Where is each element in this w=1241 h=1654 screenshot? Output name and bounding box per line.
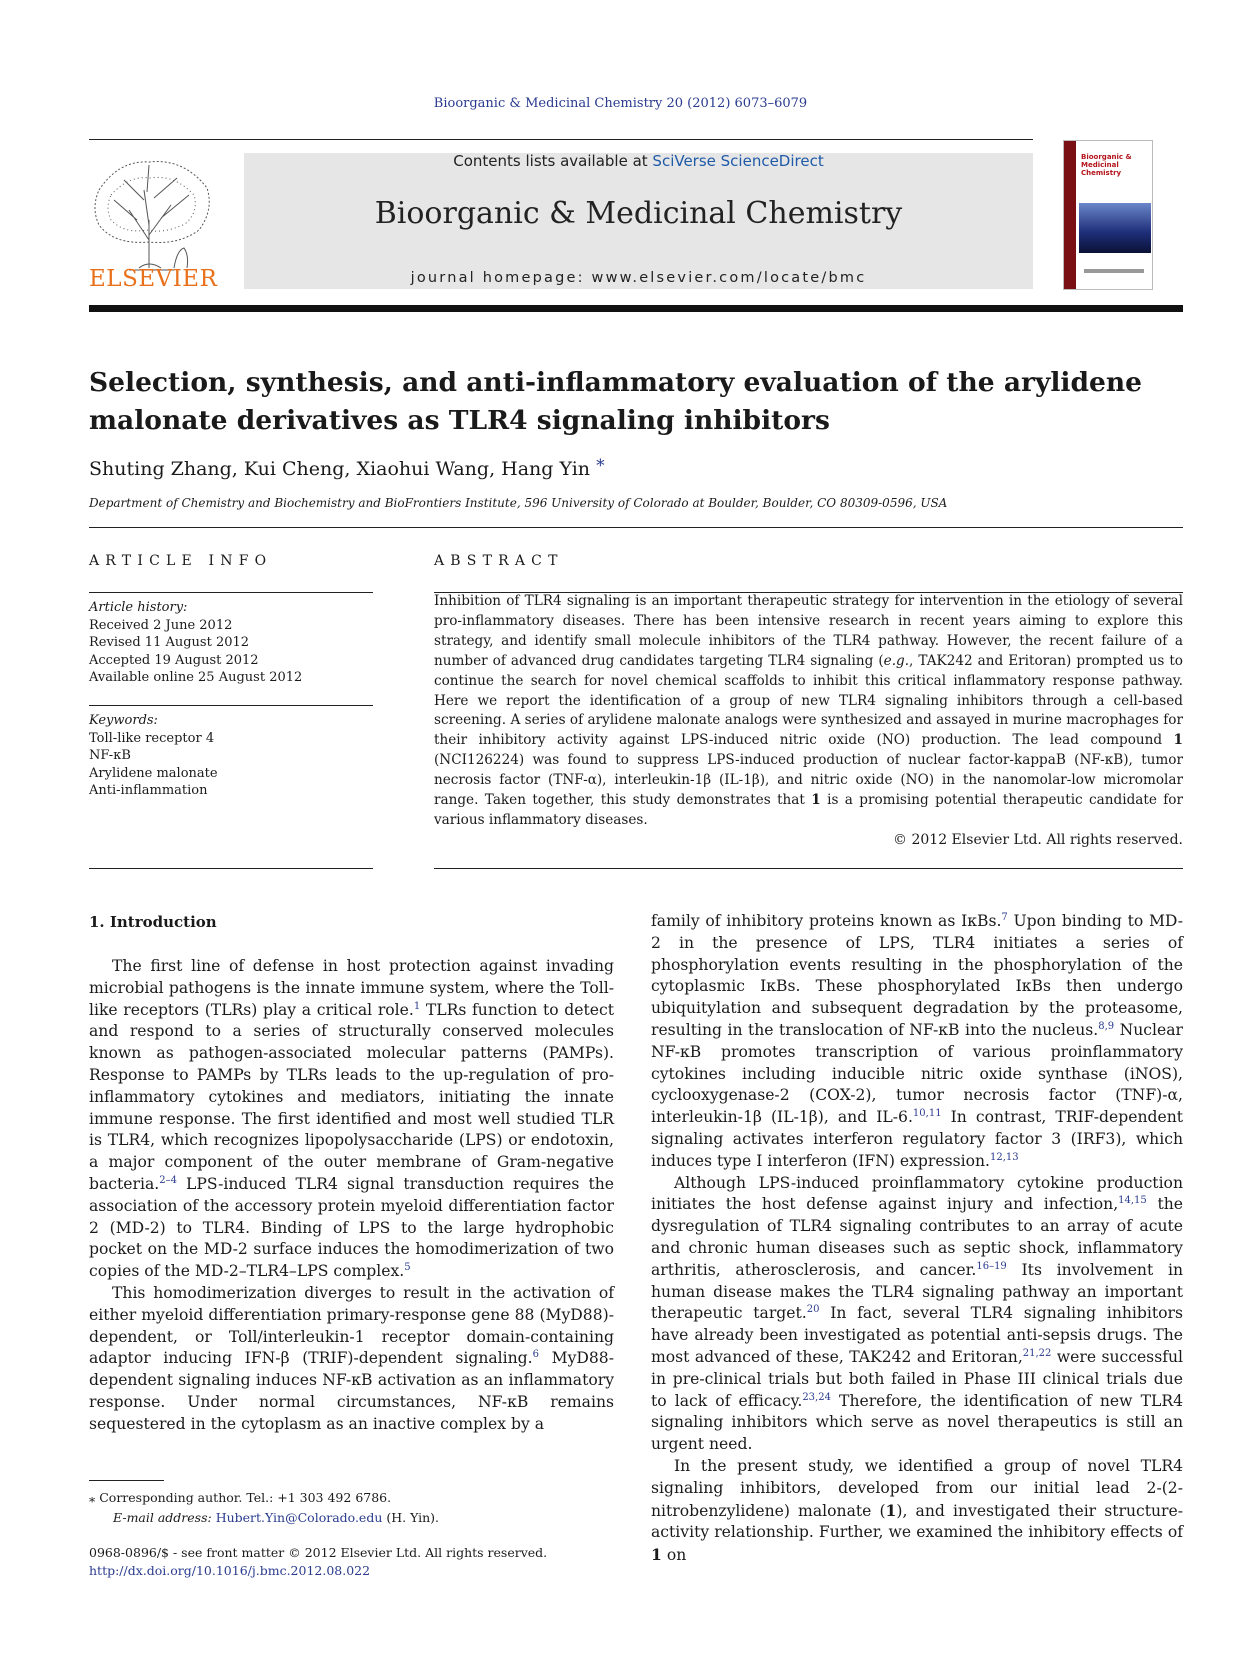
contents-line xyxy=(244,152,1033,170)
doi-link[interactable]: http://dx.doi.org/10.1016/j.bmc.2012.08.022 xyxy=(89,1563,371,1578)
keywords-label: Keywords: xyxy=(89,713,158,728)
keyword-item: NF-κB xyxy=(89,748,131,763)
author-list xyxy=(89,456,605,480)
article-history xyxy=(89,599,302,687)
email-line xyxy=(89,1508,439,1528)
paragraph xyxy=(651,1173,1183,1456)
abstract-heading: ABSTRACT xyxy=(434,553,564,569)
text-run: In the present study, we identified a group of novel TLR4 signaling inhibitors, developed from our initial lead 2-(2-nitrobenzylidene) malonate ( xyxy=(651,1456,1183,1520)
text-run: Upon binding to MD-2 in the presence of LPS, TLR4 initiates a series of phosphorylation events resulting in the phosphorylation of the cytoplasmic IκBs. These phosphorylated IκBs then undergo ubiquitylation and subsequent degradation by the proteasome, resulting in the translocation of NF-κB into the nucleus. xyxy=(651,912,1183,1039)
cover-image xyxy=(1079,203,1151,253)
text-run: The first line of defense in host protection against invading microbial pathogens is the innate immune system, where the Toll-like receptors (TLRs) play a critical role. xyxy=(89,957,614,1019)
abstract-part: (NCI126224) was found to suppress LPS-induced production of nuclear factor-kappaB (NF-κB), tumor necrosis factor (TNF-α), interleukin-1β (IL-1β), and nitric oxide (NO) in the nanomolar-low micromolar range. Taken together, this study demonstrates that xyxy=(434,752,1183,809)
text-run: In contrast, TRIF-dependent signaling activates interferon regulatory factor 3 (IRF3), which induces type I interferon (IFN) expression. xyxy=(651,1108,1184,1170)
email-label: E-mail address: xyxy=(113,1509,216,1525)
citation-link[interactable]: 23,24 xyxy=(802,1391,831,1403)
citation-link[interactable]: 10,11 xyxy=(912,1108,942,1120)
text-run: Although LPS-induced proinflammatory cytokine production initiates the host defense against injury and infection, xyxy=(651,1173,1183,1214)
body-column-right xyxy=(651,911,1183,1567)
cover-title: Bioorganic & Medicinal Chemistry xyxy=(1081,153,1132,177)
citation-link[interactable]: 8,9 xyxy=(1098,1020,1115,1032)
citation-link[interactable]: 14,15 xyxy=(1118,1195,1147,1207)
front-matter-footer xyxy=(89,1544,547,1580)
cover-footer xyxy=(1084,269,1144,273)
affiliation: Department of Chemistry and Biochemistry and BioFrontiers Institute, 596 University of Colorado at Boulder, Boulder, CO 80309-0596, USA xyxy=(89,496,948,510)
compound-label: 1 xyxy=(651,1545,662,1565)
citation-link[interactable]: 20 xyxy=(806,1304,820,1316)
issn-text: 0968-0896/$ - see front matter © 2012 Elsevier Ltd. All rights reserved. xyxy=(89,1545,548,1560)
citation-link[interactable]: 2–4 xyxy=(159,1174,177,1186)
abstract-text xyxy=(434,592,1183,831)
history-accepted: Accepted 19 August 2012 xyxy=(89,652,259,668)
citation-link[interactable]: 6 xyxy=(532,1349,539,1361)
text-run: MyD88-dependent signaling induces NF-κB activation as an inflammatory response. Under normal circumstances, NF-κB remains sequestered in the cytoplasm as an inactive complex by a xyxy=(89,1349,614,1433)
title-line-2: malonate derivatives as TLR4 signaling inhibitors xyxy=(89,405,830,436)
text-run: Nuclear NF-κB promotes transcription of various proinflammatory cytokines including inducible nitric oxide synthase (iNOS), cyclooxygenase-2 (COX-2), tumor necrosis factor (TNF)-α, interleukin-1β (IL-1β), and IL-6. xyxy=(651,1020,1183,1127)
paragraph xyxy=(89,956,614,1283)
keyword-item: Anti-inflammation xyxy=(89,783,208,798)
citation-link[interactable]: 1 xyxy=(413,1000,421,1012)
email-suffix: (H. Yin). xyxy=(382,1509,440,1525)
keywords-block xyxy=(89,712,218,800)
article-info-rule xyxy=(89,592,373,593)
article-info-bottom-rule xyxy=(89,868,373,869)
text-run: were successful in pre-clinical trials but both failed in Phase III clinical trials due to lack of efficacy. xyxy=(651,1347,1183,1410)
compound-label: 1 xyxy=(1173,732,1183,749)
title-line-1: Selection, synthesis, and anti-inflammatory evaluation of the arylidene xyxy=(89,367,1143,398)
header-rule xyxy=(89,139,1033,140)
text-run: LPS-induced TLR4 signal transduction requires the association of the accessory protein myeloid differentiation factor 2 (MD-2) to TLR4. Binding of LPS to the large hydrophobic pocket on the MD-2 surface induces the homodimerization of two copies of the MD-2–TLR4–LPS complex. xyxy=(89,1174,614,1281)
keywords-rule xyxy=(89,705,373,706)
keyword-item: Arylidene malonate xyxy=(89,765,218,781)
cover-spine xyxy=(1064,141,1076,289)
compound-label: 1 xyxy=(811,792,821,809)
text-run: This homodimerization diverges to result in the activation of either myeloid differentiation primary-response gene 88 (MyD88)-dependent, or Toll/interleukin-1 receptor domain-containing adaptor inducing IFN-β (TRIF)-dependent signaling. xyxy=(89,1283,614,1368)
text-run: ), and investigated their structure-activity relationship. Further, we examined the inhibitory effects of xyxy=(651,1501,1183,1542)
email-link[interactable]: Hubert.Yin@Colorado.edu xyxy=(215,1509,383,1525)
affiliation-rule xyxy=(89,527,1183,528)
journal-citation[interactable]: Bioorganic & Medicinal Chemistry 20 (2012) 6073–6079 xyxy=(433,96,808,111)
header-thick-rule xyxy=(89,305,1183,312)
abstract-eg: e.g. xyxy=(883,652,910,669)
text-run: the dysregulation of TLR4 signaling contributes to an array of acute and chronic human diseases such as septic shock, inflammatory arthritis, atherosclerosis, and cancer. xyxy=(651,1195,1183,1279)
journal-cover-thumbnail xyxy=(1063,140,1153,290)
abstract-part: is a promising potential therapeutic candidate for various inflammatory diseases. xyxy=(434,792,1183,828)
text-run: on xyxy=(661,1546,687,1565)
citation-link[interactable]: 5 xyxy=(404,1262,411,1274)
footnote-text: Corresponding author. Tel.: +1 303 492 6786. xyxy=(95,1490,392,1505)
abstract-part: , TAK242 and Eritoran) prompted us to continue the search for novel chemical scaffolds to inhibit this critical inflammatory response pathway. Here we report the identification of a group of new TLR4 signaling inhibitors through a cell-based screening. A series of arylidene malonate analogs were synthesized and assayed in murine macrophages for their inhibitory activity against LPS-induced nitric oxide (NO) production. The lead compound xyxy=(434,652,1183,749)
history-label: Article history: xyxy=(89,600,188,615)
corresponding-author-marker[interactable]: * xyxy=(596,456,605,476)
paragraph xyxy=(651,911,1183,1173)
paragraph xyxy=(651,1456,1183,1567)
sciencedirect-link[interactable]: SciVerse ScienceDirect xyxy=(652,152,824,170)
history-online: Available online 25 August 2012 xyxy=(89,670,303,685)
text-run: Its involvement in human disease makes the TLR4 signaling pathway an important therapeutic target. xyxy=(651,1260,1183,1323)
footnote-rule xyxy=(89,1480,164,1481)
abstract-bottom-rule xyxy=(434,868,1183,869)
text-run: In fact, several TLR4 signaling inhibitors have already been investigated as potential anti-sepsis drugs. The most advanced of these, TAK242 and Eritoran, xyxy=(651,1304,1183,1366)
paragraph xyxy=(89,1283,614,1436)
citation-link[interactable]: 16–19 xyxy=(976,1260,1007,1272)
article-title xyxy=(89,364,1183,440)
article-info-heading: ARTICLE INFO xyxy=(89,553,273,569)
keyword-item: Toll-like receptor 4 xyxy=(89,730,215,746)
text-run: Therefore, the identification of new TLR4 signaling inhibitors which serve as novel therapeutics is still an urgent need. xyxy=(651,1391,1183,1454)
copyright-notice: © 2012 Elsevier Ltd. All rights reserved. xyxy=(893,832,1183,848)
corresponding-author-note xyxy=(89,1488,439,1508)
citation-link[interactable]: 12,13 xyxy=(989,1151,1019,1163)
contents-prefix: Contents lists available at xyxy=(453,152,653,170)
footnote xyxy=(89,1488,439,1527)
footnote-marker: ⁎ xyxy=(89,1490,96,1505)
journal-homepage[interactable]: journal homepage: www.elsevier.com/locate/bmc xyxy=(410,270,867,286)
authors-text: Shuting Zhang, Kui Cheng, Xiaohui Wang, Hang Yin xyxy=(89,458,591,480)
text-run: family of inhibitory proteins known as IκBs. xyxy=(651,912,1002,930)
journal-title: Bioorganic & Medicinal Chemistry xyxy=(374,196,903,231)
history-revised: Revised 11 August 2012 xyxy=(89,635,250,650)
citation-link[interactable]: 21,22 xyxy=(1022,1347,1052,1359)
text-run: TLRs function to detect and respond to a series of structurally conserved molecules known as pathogen-associated molecular patterns (PAMPs). Response to PAMPs by TLRs leads to the up-regulation of pro-inflammatory cytokines and mediators, initiating the innate immune response. The first identified and most well studied TLR is TLR4, which recognizes lipopolysaccharide (LPS) or endotoxin, a major component of the outer membrane of Gram-negative bacteria. xyxy=(89,1000,614,1193)
history-received: Received 2 June 2012 xyxy=(89,617,233,633)
body-column-left xyxy=(89,956,614,1436)
compound-label: 1 xyxy=(885,1500,897,1520)
citation-link[interactable]: 7 xyxy=(1001,912,1008,923)
introduction-heading: 1. Introduction xyxy=(89,913,217,931)
elsevier-wordmark: ELSEVIER xyxy=(89,266,218,292)
abstract-part: Inhibition of TLR4 signaling is an important therapeutic strategy for intervention in the etiology of several pro-inflammatory diseases. There has been intensive research in recent years aiming to explore this strategy, and identify small molecule inhibitors of the TLR4 pathway. However, the recent failure of a number of advanced drug candidates targeting TLR4 signaling ( xyxy=(434,593,1183,669)
